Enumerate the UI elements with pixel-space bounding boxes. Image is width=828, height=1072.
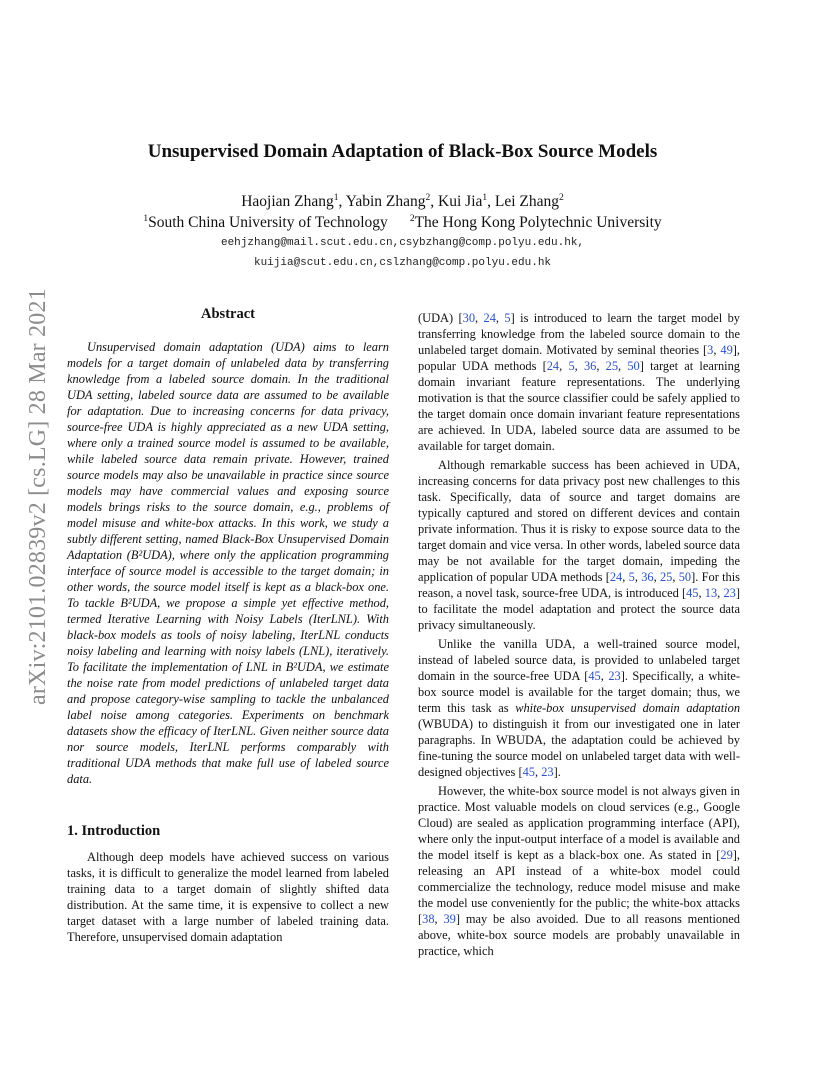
text-run: (UDA) [: [418, 311, 463, 325]
citation-link[interactable]: 50: [678, 570, 692, 584]
text-run: ] target at learning domain invariant feature representations. The underlying motivation is that the source classifier could be safely applied to the target domain once domain invariant feature representations are achieved. In UDA, labeled source data are assumed to be available for target domain.: [418, 359, 741, 453]
citation-link[interactable]: 24: [609, 570, 623, 584]
text-run: ,: [475, 311, 484, 325]
citation-link[interactable]: 29: [720, 848, 733, 862]
author: Yabin Zhang$^2$: [345, 193, 431, 210]
abstract-heading: Abstract: [201, 306, 255, 322]
author: Haojian Zhang$^1$: [241, 193, 339, 210]
right-column: [418, 310, 740, 962]
paper-title: Unsupervised Domain Adaptation of Black-Box Source Models: [147, 141, 658, 162]
text-run: ,: [600, 669, 609, 683]
text-run: ,: [698, 586, 705, 600]
affiliation: $^1$South China University of Technology: [143, 214, 388, 231]
emphasis-text: white-box unsupervised domain adaptation: [515, 701, 741, 715]
text-run: ,: [717, 586, 724, 600]
text-run: Although remarkable success has been achieved in UDA, increasing concerns for data privacy post new challenges to this task. Specifically, data of source and target domains are typically captured and stored on different devices and contain private information. Thus it is risky to expose source data to the target domain and vice versa. In other words, labeled source data may be not available for the target domain, impeding the application of popular UDA methods [: [418, 458, 740, 584]
text-run: ,: [634, 570, 642, 584]
author-list: Haojian Zhang$^1$, Yabin Zhang$^2$, Kui Jia$^1$, Lei Zhang$^2$: [241, 193, 564, 210]
text-run: ,: [672, 570, 679, 584]
arxiv-id[interactable]: arXiv:2101.02839v2 [cs.LG] 28 Mar 2021: [25, 288, 51, 705]
text-run: ], popular UDA methods [: [418, 343, 740, 373]
citation-link[interactable]: 24: [546, 359, 560, 373]
text-run: ,: [653, 570, 660, 584]
text-run: ]. Specifically, a white-box source model is available for the target domain; thus, we term this task as: [418, 669, 740, 715]
citation-link[interactable]: 23: [541, 765, 554, 779]
citation-link[interactable]: 23: [608, 669, 621, 683]
author: Lei Zhang$^2$: [494, 193, 564, 210]
citation-link[interactable]: 30: [462, 311, 476, 325]
author-emails: eehjzhang@mail.scut.edu.cn,csybzhang@comp.polyu.edu.hk,: [220, 237, 585, 249]
text-run: ] may be also avoided. Due to all reasons mentioned above, white-box source models are probably unavailable in practice, which: [418, 912, 740, 958]
body-paragraph: [418, 310, 740, 454]
text-run: ] is introduced to learn the target model by transferring knowledge from the labeled source domain to the unlabeled target domain. Motivated by seminal theories [: [418, 311, 741, 357]
section-heading: 1. Introduction: [67, 823, 161, 839]
citation-link[interactable]: 45: [588, 669, 601, 683]
citation-link[interactable]: 5: [568, 359, 575, 373]
text-run: ,: [618, 359, 628, 373]
citation-link[interactable]: 45: [522, 765, 535, 779]
citation-link[interactable]: 39: [443, 912, 456, 926]
text-run: ,: [574, 359, 584, 373]
citation-link[interactable]: 50: [627, 359, 640, 373]
text-run: ].: [553, 765, 561, 779]
citation-link[interactable]: 24: [483, 311, 496, 325]
citation-link[interactable]: 36: [641, 570, 654, 584]
left-column: [67, 306, 389, 948]
citation-link[interactable]: 38: [422, 912, 435, 926]
citation-link[interactable]: 13: [704, 586, 718, 600]
citation-link[interactable]: 49: [720, 343, 733, 357]
body-paragraph: [418, 457, 740, 633]
text-run: ]. For this reason, a novel task, source-free UDA, is introduced [: [418, 570, 740, 600]
text-run: ,: [559, 359, 569, 373]
text-run: ], releasing an API instead of a white-box model could commercialize the technology, reduce model misuse and make the model use conveniently for the public; the white-box attacks [: [418, 848, 740, 926]
citation-link[interactable]: 25: [605, 359, 619, 373]
body-paragraph: Although deep models have achieved success on various tasks, it is difficult to generalize the model learned from labeled training data to a target domain of slightly shifted data distribution. At the same time, it is expensive to collect a new target dataset with a large number of labeled training data. Therefore, unsupervised domain adaptation: [67, 850, 389, 944]
text-run: (WBUDA) to distinguish it from our investigated one in later paragraphs. In WBUDA, the adaptation could be achieved by fine-tuning the source model on unlabeled target data with well-designed objectives [: [418, 717, 740, 779]
text-run: Unlike the vanilla UDA, a well-trained source model, instead of labeled source data, is provided to unlabeled target domain in the source-free UDA [: [418, 637, 740, 683]
citation-link[interactable]: 36: [583, 359, 597, 373]
text-run: ,: [434, 912, 444, 926]
abstract-text: Unsupervised domain adaptation (UDA) aims to learn models for a target domain of unlabeled data by transferring knowledge from a labeled source domain. In the traditional UDA setting, labeled source data are assumed to be available for adaptation. Due to increasing concerns for data privacy, source-free UDA is highly appreciated as a new UDA setting, where only a trained source model is assumed to be available, while labeled source data remain private. However, trained source models may also be unavailable in practice since source models may have commercial values and exposing source models brings risks to the source domain, e.g., problems of model misuse and white-box attacks. In this work, we study a subtly different setting, named Black-Box Unsupervised Domain Adaptation (B²UDA), where only the application programming interface of source model is accessible to the target domain; in other words, the source model itself is kept as a black-box one. To tackle B²UDA, we propose a simple yet effective method, termed Iterative Learning with Noisy Labels (IterLNL). With black-box models as tools of noisy labeling, IterLNL conducts noisy labeling and learning with noisy labels (LNL), iteratively. To facilitate the implementation of LNL in B²UDA, we estimate the noise rate from model predictions of unlabeled target data and propose category-wise sampling to tackle the unbalanced label noise among categories. Experiments on benchmark datasets show the efficacy of IterLNL. Given neither source data nor source models, IterLNL performs comparably with traditional UDA methods that make full use of labeled source data.: [67, 340, 389, 786]
body-paragraph: [418, 636, 740, 780]
text-run: ] to facilitate the model adaptation and protect the source data privacy simultaneously.: [418, 586, 740, 632]
arxiv-stamp: [22, 285, 54, 705]
author-emails: kuijia@scut.edu.cn,cslzhang@comp.polyu.edu.hk: [253, 257, 552, 269]
text-run: ,: [622, 570, 629, 584]
citation-link[interactable]: 25: [659, 570, 673, 584]
text-run: ,: [535, 765, 542, 779]
citation-link[interactable]: 45: [686, 586, 699, 600]
citation-link[interactable]: 23: [723, 586, 736, 600]
text-run: ,: [713, 343, 721, 357]
text-run: However, the white-box source model is not always given in practice. Most valuable models on cloud services (e.g., Google Cloud) are sealed as application programming interface (API), where only the input-output interface of a model is available and the model itself is kept as a black-box one. As stated in [: [418, 784, 740, 862]
citation-link[interactable]: 5: [628, 570, 635, 584]
body-paragraph: [418, 783, 740, 959]
affiliation: $^2$The Hong Kong Polytechnic University: [409, 214, 662, 231]
citation-link[interactable]: 3: [707, 343, 714, 357]
author: Kui Jia$^1$: [438, 193, 488, 210]
text-run: ,: [495, 311, 505, 325]
citation-link[interactable]: 5: [504, 311, 511, 325]
affiliations: [0, 214, 805, 232]
text-run: ,: [596, 359, 606, 373]
